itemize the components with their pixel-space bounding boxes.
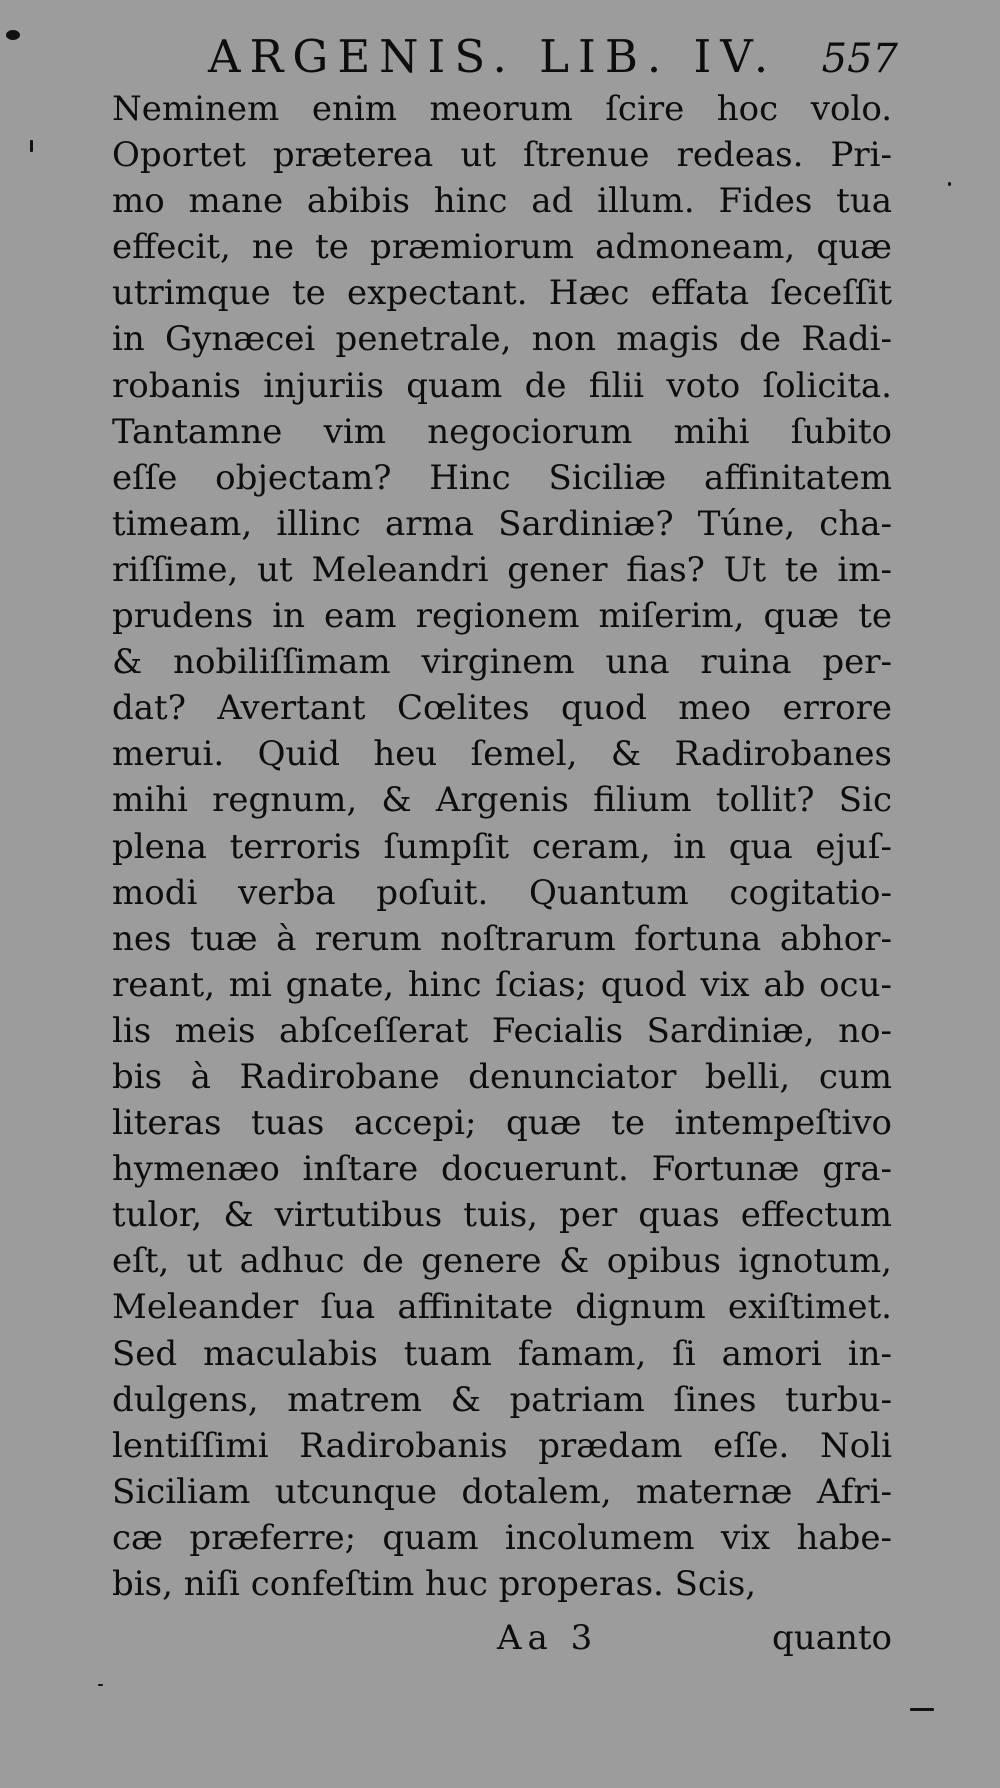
text-line: merui. Quid heu ſemel, & Radirobanes — [112, 734, 892, 775]
text-line: lentiſſimi Radirobanis prædam eſſe. Noli — [112, 1425, 892, 1466]
text-line: eſt, ut adhuc de genere & opibus ignotum, — [112, 1241, 892, 1282]
text-line: prudens in eam regionem miſerim, quæ te — [112, 596, 892, 637]
text-line: Meleander ſua affinitate dignum exiſtimet. — [112, 1287, 892, 1328]
text-line: hymenæo inſtare docuerunt. Fortunæ gra- — [112, 1149, 892, 1190]
text-line: robanis injuriis quam de filii voto ſolicita. — [112, 365, 892, 406]
running-title: ARGENIS. LIB. IV. — [208, 30, 778, 83]
text-line: & nobiliſſimam virginem una ruina per- — [112, 642, 892, 683]
text-line: modi verba poſuit. Quantum cogitatio- — [112, 872, 892, 913]
text-line: Oportet præterea ut ſtrenue redeas. Pri- — [112, 135, 892, 176]
text-line: tulor, & virtutibus tuis, per quas effectum — [112, 1195, 892, 1236]
text-line: riſſime, ut Meleandri gener fias? Ut te im- — [112, 549, 892, 590]
text-line: bis, niſi confeſtim huc properas. Scis, — [112, 1564, 757, 1604]
text-line: in Gynæcei penetrale, non magis de Radi- — [112, 319, 892, 360]
text-line: reant, mi gnate, hinc ſcias; quod vix ab ocu- — [112, 964, 892, 1005]
page-number: 557 — [821, 36, 898, 82]
body-text — [112, 86, 892, 1607]
text-line: dat? Avertant Cœlites quod meo errore — [112, 688, 892, 729]
text-line: Sed maculabis tuam famam, ſi amori in- — [112, 1333, 892, 1374]
page-header — [208, 30, 898, 92]
text-line: timeam, illinc arma Sardiniæ? Túne, cha- — [112, 503, 892, 544]
text-line: bis à Radirobane denunciator belli, cum — [112, 1056, 892, 1097]
text-line: Siciliam utcunque dotalem, maternæ Afri- — [112, 1471, 892, 1512]
text-line: Neminem enim meorum ſcire hoc volo. — [112, 89, 892, 129]
page-footer — [112, 1618, 892, 1668]
text-line: Tantamne vim negociorum mihi ſubito — [112, 411, 892, 452]
text-line: plena terroris ſumpſit ceram, in qua ejuſ- — [112, 826, 892, 867]
catchword: quanto — [772, 1618, 892, 1658]
text-line: effecit, ne te præmiorum admoneam, quæ — [112, 227, 892, 268]
ink-speck — [910, 1708, 934, 1711]
text-line: mo mane abibis hinc ad illum. Fides tua — [112, 181, 892, 222]
ink-speck — [948, 182, 951, 186]
text-line: cæ præferre; quam incolumem vix habe- — [112, 1517, 892, 1558]
ink-speck — [98, 1684, 103, 1686]
text-line: utrimque te expectant. Hæc effata ſeceſſit — [112, 273, 892, 314]
text-line: nes tuæ à rerum noſtrarum fortuna abhor- — [112, 918, 892, 959]
text-line: literas tuas accepi; quæ te intempeſtivo — [112, 1103, 892, 1144]
ink-speck — [6, 30, 20, 40]
text-line: eſſe objectam? Hinc Siciliæ affinitatem — [112, 457, 892, 498]
text-line: dulgens, matrem & patriam ſines turbu- — [112, 1379, 892, 1420]
ink-speck — [30, 140, 33, 152]
signature-mark: Aa 3 — [497, 1618, 599, 1658]
text-line: lis meis abſceſſerat Fecialis Sardiniæ, no- — [112, 1010, 892, 1051]
text-line: mihi regnum, & Argenis filium tollit? Sic — [112, 780, 892, 821]
